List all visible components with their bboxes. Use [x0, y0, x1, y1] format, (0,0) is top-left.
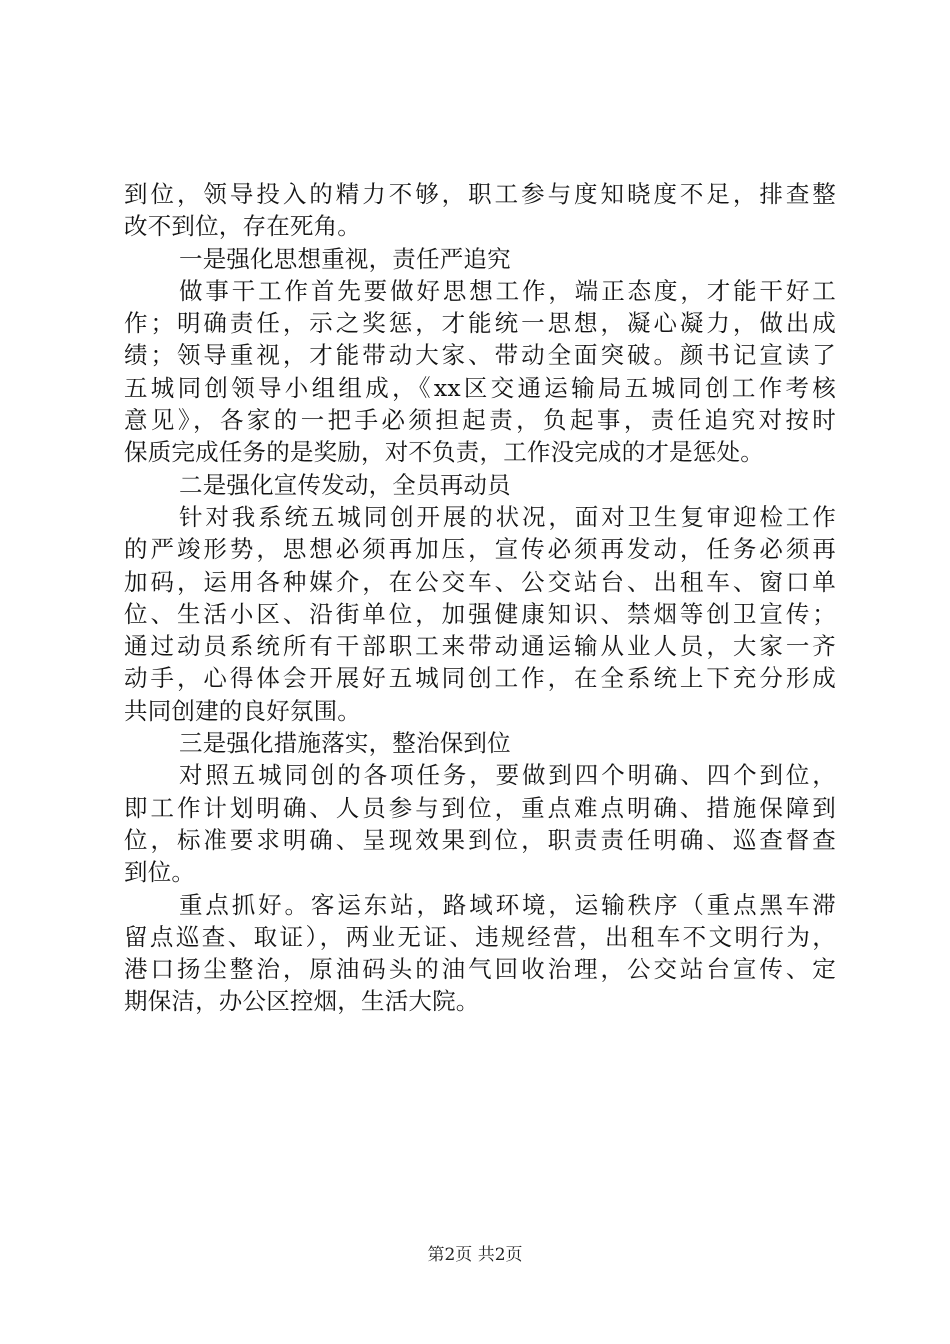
text-line: 即工作计划明确、人员参与到位，重点难点明确、措施保障到 [124, 793, 836, 822]
text-line: 港口扬尘整治，原油码头的油气回收治理，公交站台宣传、定 [124, 955, 836, 984]
text-line: 通过动员系统所有干部职工来带动通运输从业人员，大家一齐 [124, 632, 836, 661]
text-line: 共同创建的良好氛围。 [124, 696, 361, 725]
text-line: 意见》，各家的一把手必须担起责，负起事，责任追究对按时 [124, 406, 836, 435]
text-line: 加码，运用各种媒介，在公交车、公交站台、出租车、窗口单 [124, 567, 836, 596]
text-line: 到位。 [124, 858, 196, 887]
text-line: 三是强化措施落实，整治保到位 [179, 729, 511, 758]
section-heading [124, 727, 836, 759]
section-heading [124, 243, 836, 275]
text-line: 对照五城同创的各项任务，要做到四个明确、四个到位， [179, 761, 836, 790]
page-footer: 第2页 共2页 [427, 1245, 523, 1265]
text-line: 针对我系统五城同创开展的状况，面对卫生复审迎检工作 [179, 502, 836, 531]
text-line: 留点巡查、取证），两业无证、违规经营，出租车不文明行为， [124, 922, 836, 951]
document-body [124, 178, 836, 1018]
text-line: 二是强化宣传发动，全员再动员 [179, 470, 511, 499]
text-line: 重点抓好。客运东站，路域环境，运输秩序（重点黑车滞 [179, 890, 836, 919]
text-line: 作；明确责任，示之奖惩，才能统一思想，凝心凝力，做出成 [124, 309, 836, 338]
paragraph [124, 275, 836, 469]
text-line: 位、生活小区、沿街单位，加强健康知识、禁烟等创卫宣传； [124, 599, 836, 628]
text-line: 的严竣形势，思想必须再加压，宣传必须再发动，任务必须再 [124, 535, 836, 564]
paragraph [124, 178, 836, 243]
text-line: 到位，领导投入的精力不够，职工参与度知晓度不足，排查整 [124, 180, 836, 208]
paragraph [124, 501, 836, 727]
paragraph [124, 759, 836, 888]
text-line: 五城同创领导小组组成，《xx区交通运输局五城同创工作考核 [124, 373, 836, 402]
text-line: 保质完成任务的是奖励，对不负责，工作没完成的才是惩处。 [124, 438, 764, 467]
text-line: 动手，心得体会开展好五城同创工作，在全系统上下充分形成 [124, 664, 836, 693]
text-line: 做事干工作首先要做好思想工作，端正态度，才能干好工 [179, 276, 836, 305]
text-line: 改不到位，存在死角。 [124, 212, 361, 241]
text-line: 一是强化思想重视，责任严追究 [179, 244, 511, 273]
text-line: 位，标准要求明确、呈现效果到位，职责责任明确、巡查督查 [124, 825, 836, 854]
text-line: 绩；领导重视，才能带动大家、带动全面突破。颜书记宣读了 [124, 341, 836, 370]
section-heading [124, 469, 836, 501]
paragraph [124, 889, 836, 1018]
text-line: 期保洁，办公区控烟，生活大院。 [124, 987, 480, 1016]
